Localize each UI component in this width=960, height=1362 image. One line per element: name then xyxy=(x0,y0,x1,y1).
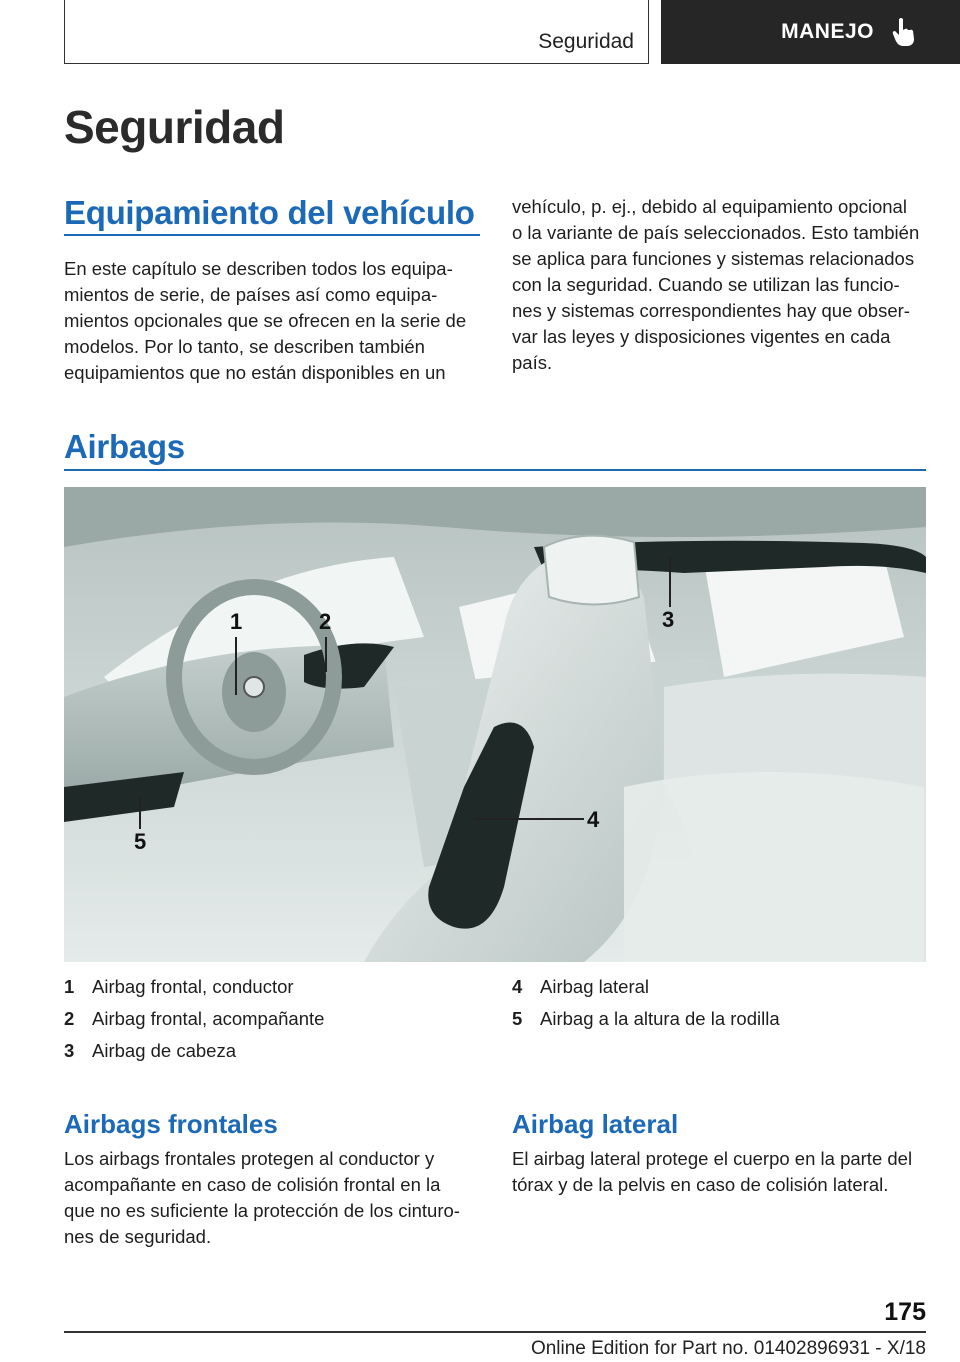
text-line: nes de seguridad. xyxy=(64,1226,212,1247)
text-line: acompañante en caso de colisión frontal en la xyxy=(64,1174,441,1195)
equipamiento-col1 xyxy=(64,256,484,386)
footer-rule xyxy=(64,1331,926,1333)
callout-5: 5 xyxy=(134,829,147,854)
text-line: El airbag lateral protege el cuerpo en la parte del xyxy=(512,1148,913,1169)
hand-pointer-icon xyxy=(890,17,916,47)
legend-item xyxy=(512,971,932,1003)
text-line: tórax y de la pelvis en caso de colisión lateral. xyxy=(512,1174,889,1195)
header-tab-label: MANEJO xyxy=(781,20,874,43)
section-heading-airbags: Airbags xyxy=(64,428,185,465)
callout-2: 2 xyxy=(319,609,332,634)
text-line: o la variante de país seleccionados. Esto también xyxy=(512,222,920,243)
legend-number: 3 xyxy=(64,1040,75,1061)
legend-text: Airbag a la altura de la rodilla xyxy=(540,1008,780,1029)
legend-item xyxy=(64,1035,484,1067)
legend-number: 1 xyxy=(64,976,75,997)
text-line: modelos. Por lo tanto, se describen también xyxy=(64,336,425,357)
subsection-heading-lateral: Airbag lateral xyxy=(512,1109,679,1139)
legend-number: 2 xyxy=(64,1008,75,1029)
airbags-figure xyxy=(64,487,926,962)
legend-item xyxy=(64,1003,484,1035)
callout-4: 4 xyxy=(587,807,600,832)
legend-item xyxy=(512,1003,932,1035)
text-line: Los airbags frontales protegen al conductor y xyxy=(64,1148,435,1169)
legend-text: Airbag frontal, conductor xyxy=(92,976,294,997)
section-rule xyxy=(64,469,926,471)
subsection-heading-frontales: Airbags frontales xyxy=(64,1109,278,1139)
header-chapter-tab[interactable] xyxy=(661,0,960,64)
text-line: mientos opcionales que se ofrecen en la serie de xyxy=(64,310,467,331)
text-line: En este capítulo se describen todos los equipa- xyxy=(64,258,453,279)
legend-text: Airbag lateral xyxy=(540,976,650,997)
section-heading-equipamiento: Equipamiento del vehículo xyxy=(64,194,475,231)
text-line: país. xyxy=(512,352,553,373)
page-number: 175 xyxy=(884,1298,926,1326)
page-title: Seguridad xyxy=(64,101,285,153)
legend-text: Airbag frontal, acompañante xyxy=(92,1008,325,1029)
text-line: var las leyes y disposiciones vigentes en cada xyxy=(512,326,891,347)
header-section-box xyxy=(64,0,649,64)
text-line: equipamientos que no están disponibles en un xyxy=(64,362,446,383)
legend-number: 5 xyxy=(512,1008,523,1029)
text-line: nes y sistemas correspondientes hay que obser- xyxy=(512,300,910,321)
equipamiento-col2 xyxy=(512,194,932,376)
lateral-body xyxy=(512,1146,932,1198)
callout-3: 3 xyxy=(662,607,675,632)
text-line: se aplica para funciones y sistemas relacionados xyxy=(512,248,915,269)
legend-text: Airbag de cabeza xyxy=(92,1040,236,1061)
text-line: con la seguridad. Cuando se utilizan las funcio- xyxy=(512,274,900,295)
callout-1: 1 xyxy=(230,609,243,634)
text-line: que no es suficiente la protección de los cinturo- xyxy=(64,1200,460,1221)
text-line: vehículo, p. ej., debido al equipamiento opcional xyxy=(512,196,907,217)
legend-item xyxy=(64,971,484,1003)
legend-number: 4 xyxy=(512,976,523,997)
section-rule xyxy=(64,234,480,236)
frontales-body xyxy=(64,1146,484,1250)
figure-legend-right xyxy=(512,971,932,1035)
text-line: mientos de serie, de países así como equipa- xyxy=(64,284,438,305)
car-interior-illustration xyxy=(64,487,926,962)
figure-legend-left xyxy=(64,971,484,1067)
footer-edition: Online Edition for Part no. 01402896931 - X/18 xyxy=(530,1338,926,1359)
header-section-label: Seguridad xyxy=(538,30,634,53)
